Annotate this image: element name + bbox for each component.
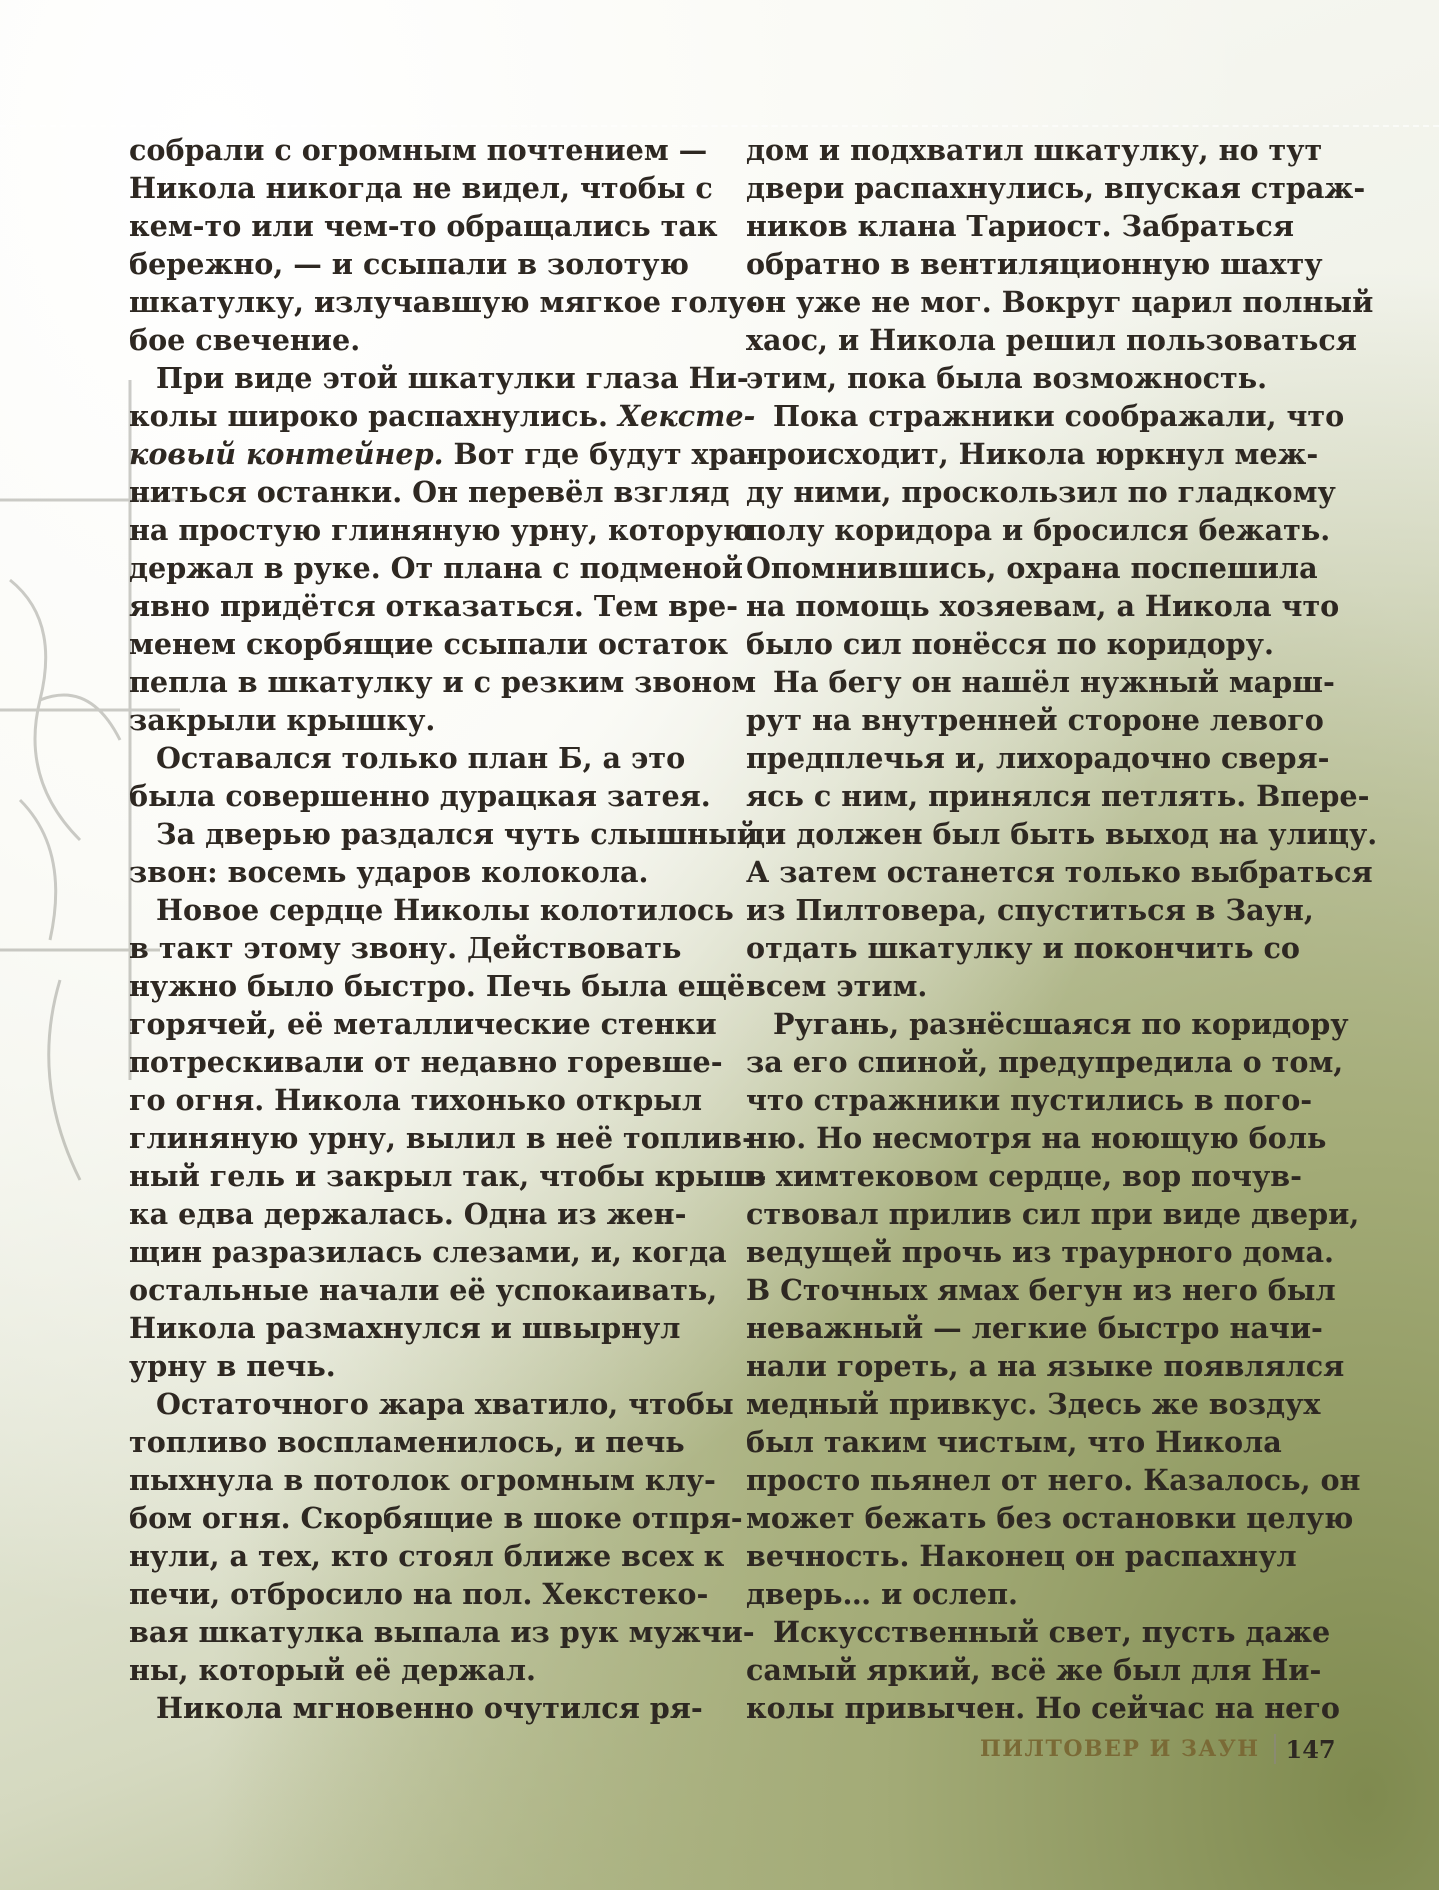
text-line: В Сточных ямах бегун из него был [746,1273,1336,1307]
text-line: ны, который её держал. [129,1653,536,1687]
text-line: за его спиной, предупредила о том, [746,1045,1344,1079]
text-line: горячей, её металлические стенки [129,1007,717,1041]
text-line: ников клана Тариост. Забраться [746,209,1294,243]
text-line: в химтековом сердце, вор почув- [746,1159,1303,1193]
text-line: обратно в вентиляционную шахту [746,247,1323,281]
text-line: на помощь хозяевам, а Никола что [746,589,1340,623]
text-line: шкатулку, излучавшую мягкое голу- [129,285,758,319]
page-number: 147 [1285,1734,1336,1764]
text-line: ствовал прилив сил при виде двери, [746,1197,1360,1231]
text-span: колы широко распахнулись. [129,399,608,433]
text-line: в такт этому звону. Действовать [129,931,682,965]
text-line: бережно, — и ссыпали в золотую [129,247,689,281]
text-line: что стражники пустились в пого- [746,1083,1313,1117]
text-line: была совершенно дурацкая затея. [129,779,711,813]
text-line: может бежать без остановки целую [746,1501,1354,1535]
text-line: щин разразилась слезами, и, когда [129,1235,727,1269]
text-line: медный привкус. Здесь же воздух [746,1387,1321,1421]
text-line: остальные начали её успокаивать, [129,1273,718,1307]
text-line: рут на внутренней стороне левого [746,703,1324,737]
text-line: полу коридора и бросился бежать. [746,513,1331,547]
paragraph-start-line: Остаточного жара хватило, чтобы [156,1387,734,1421]
text-line: хаос, и Никола решил пользоваться [746,323,1357,357]
text-line: вая шкатулка выпала из рук мужчи- [129,1615,755,1649]
text-line: из Пилтовера, спуститься в Заун, [746,893,1314,927]
text-line: глиняную урну, вылил в неё топлив- [129,1121,754,1155]
text-line: отдать шкатулку и покончить со [746,931,1300,965]
text-column-right [746,131,1378,1727]
text-line: ду ними, проскользил по гладкому [746,475,1336,509]
text-line: неважный — легкие быстро начи- [746,1311,1323,1345]
text-line: топливо воспламенилось, и печь [129,1425,685,1459]
text-line: колы привычен. Но сейчас на него [746,1691,1340,1725]
text-line: всем этим. [746,969,928,1003]
paragraph-start-line: За дверью раздался чуть слышный [156,817,758,851]
text-column-left [129,131,767,1727]
text-line: пыхнула в потолок огромным клу- [129,1463,716,1497]
text-line: происходит, Никола юркнул меж- [746,437,1319,471]
text-line-mixed [129,435,759,473]
paragraph-start-line: Никола мгновенно очутился ря- [156,1691,703,1725]
text-line: было сил понёсся по коридору. [746,627,1274,661]
text-line: самый яркий, всё же был для Ни- [746,1653,1322,1687]
text-line: на простую глиняную урну, которую [129,513,753,547]
text-line: пепла в шкатулку и с резким звоном [129,665,757,699]
italic-term: Хексте- [617,399,756,433]
text-line: просто пьянел от него. Казалось, он [746,1463,1361,1497]
text-line: А затем останется только выбраться [746,855,1373,889]
text-line: Никола размахнулся и швырнул [129,1311,681,1345]
text-line: вечность. Наконец он распахнул [746,1539,1297,1573]
text-line: бое свечение. [129,323,361,357]
paragraph-start-line: Ругань, разнёсшаяся по коридору [773,1007,1349,1041]
italic-term: ковый контейнер. [129,437,444,471]
text-line: двери распахнулись, впуская страж- [746,171,1366,205]
text-line: ведущей прочь из траурного дома. [746,1235,1334,1269]
text-line: этим, пока была возможность. [746,361,1268,395]
text-line-mixed [129,397,756,435]
text-span: Вот где будут хра- [453,437,759,471]
text-line: нужно было быстро. Печь была ещё [129,969,746,1003]
paragraph-start-line: Оставался только план Б, а это [156,741,686,775]
text-line: урну в печь. [129,1349,336,1383]
text-line: дверь… и ослеп. [746,1577,1018,1611]
text-line: держал в руке. От плана с подменой [129,551,743,585]
text-line: ню. Но несмотря на ноющую боль [746,1121,1327,1155]
text-line: бом огня. Скорбящие в шоке отпря- [129,1501,743,1535]
text-line: Никола никогда не видел, чтобы с [129,171,713,205]
text-line: менем скорбящие ссыпали остаток [129,627,728,661]
paragraph-start-line: Пока стражники соображали, что [773,399,1345,433]
text-line: ниться останки. Он перевёл взгляд [129,475,730,509]
text-line: явно придётся отказаться. Тем вре- [129,589,739,623]
text-line: потрескивали от недавно горевше- [129,1045,723,1079]
text-line: нули, а тех, кто стоял ближе всех к [129,1539,725,1573]
text-line: кем-то или чем-то обращались так [129,209,718,243]
text-line: ка едва держалась. Одна из жен- [129,1197,687,1231]
text-line: Опомнившись, охрана поспешила [746,551,1318,585]
footer-separator [1274,1734,1276,1764]
text-line: го огня. Никола тихонько открыл [129,1083,703,1117]
text-line: дом и подхватил шкатулку, но тут [746,133,1323,167]
text-line: собрали с огромным почтением — [129,133,708,167]
text-line: был таким чистым, что Никола [746,1425,1282,1459]
paragraph-start-line: При виде этой шкатулки глаза Ни- [156,361,749,395]
text-line: ный гель и закрыл так, чтобы крыш- [129,1159,767,1193]
text-line: ясь с ним, принялся петлять. Впере- [746,779,1370,813]
running-head: ПИЛТОВЕР И ЗАУН [980,1736,1260,1762]
text-line: звон: восемь ударов колокола. [129,855,649,889]
text-line: печи, отбросило на пол. Хекстеко- [129,1577,709,1611]
paragraph-start-line: Новое сердце Николы колотилось [156,893,734,927]
text-line: предплечья и, лихорадочно сверя- [746,741,1330,775]
paragraph-start-line: На бегу он нашёл нужный марш- [773,665,1335,699]
text-line: закрыли крышку. [129,703,436,737]
text-line: он уже не мог. Вокруг царил полный [746,285,1374,319]
page-footer [980,1731,1336,1767]
text-line: нали гореть, а на языке появлялся [746,1349,1345,1383]
text-line: ди должен был быть выход на улицу. [746,817,1378,851]
paragraph-start-line: Искусственный свет, пусть даже [773,1615,1331,1649]
